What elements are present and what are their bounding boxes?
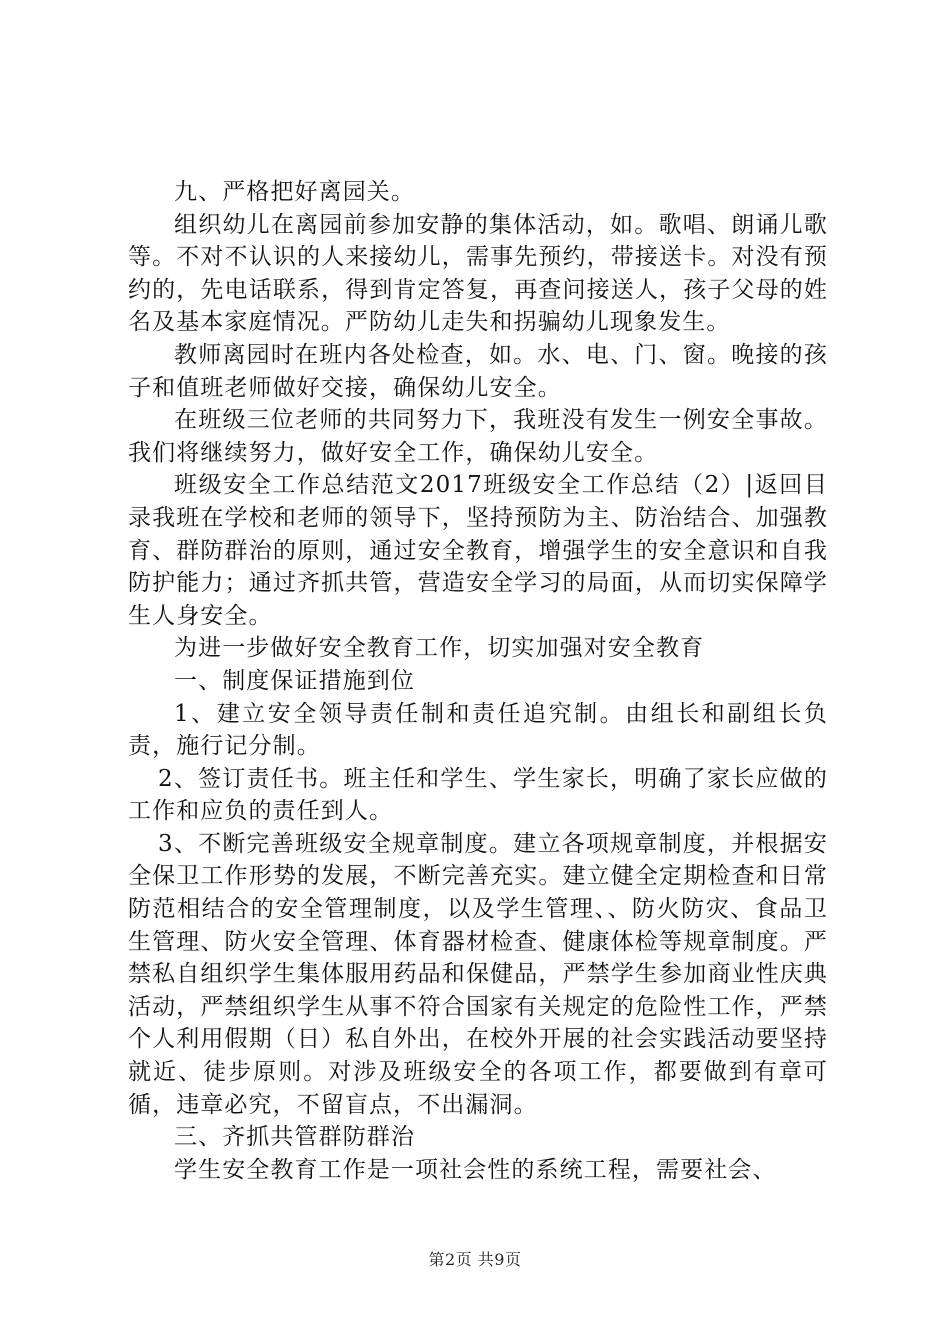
- paragraph: 2、签订责任书。班主任和学生、学生家长，明确了家长应做的工作和应负的责任到人。: [128, 765, 828, 825]
- paragraph: 1、建立安全领导责任制和责任追究制。由组长和副组长负责，施行记分制。: [128, 700, 828, 760]
- section-heading: 三、齐抓共管群防群治: [174, 1124, 415, 1151]
- section-heading: 一、制度保证措施到位: [174, 667, 415, 694]
- paragraph: 九、严格把好离园关。: [174, 179, 415, 205]
- paragraph: 3、不断完善班级安全规章制度。建立各项规章制度，并根据安全保卫工作形势的发展，不断完善充实。建立健全定期检查和日常防范相结合的安全管理制度，以及学生管理、、防火防灾、食品卫生管理、防火安全管理、体育器材检查、健康体检等规章制度。严禁私自组织学生集体服用药品和保健品，严禁学生参加商业性庆典活动，严禁组织学生从事不符合国家有关规定的危险性工作，严禁个人利用假期（日）私自外出，在校外开展的社会实践活动要坚持就近、徒步原则。对涉及班级安全的各项工作，都要做到有章可循，违章必究，不留盲点，不出漏洞。: [128, 830, 828, 1118]
- paragraph: 在班级三位老师的共同努力下，我班没有发生一例安全事故。我们将继续努力，做好安全工作，确保幼儿安全。: [128, 407, 828, 466]
- paragraph: 学生安全教育工作是一项社会性的系统工程，需要社会、: [174, 1156, 777, 1183]
- page-footer: 第2页 共9页: [428, 1250, 522, 1269]
- paragraph: 教师离园时在班内各处检查，如。水、电、门、窗。晚接的孩子和值班老师做好交接，确保幼儿安全。: [128, 341, 828, 401]
- paragraph: 班级安全工作总结范文2017班级安全工作总结（2）|返回目录我班在学校和老师的领导下，坚持预防为主、防治结合、加强教育、群防群治的原则，通过安全教育，增强学生的安全意识和自我防护能力；通过齐抓共管，营造安全学习的局面，从而切实保障学生人身安全。: [128, 472, 828, 629]
- document-body: [128, 176, 828, 1186]
- paragraph: 组织幼儿在离园前参加安静的集体活动，如。歌唱、朗诵儿歌等。不对不认识的人来接幼儿，需事先预约，带接送卡。对没有预约的，先电话联系，得到肯定答复，再查问接送人，孩子父母的姓名及基本家庭情况。严防幼儿走失和拐骗幼儿现象发生。: [128, 211, 828, 336]
- paragraph: 为进一步做好安全教育工作，切实加强对安全教育: [174, 635, 705, 662]
